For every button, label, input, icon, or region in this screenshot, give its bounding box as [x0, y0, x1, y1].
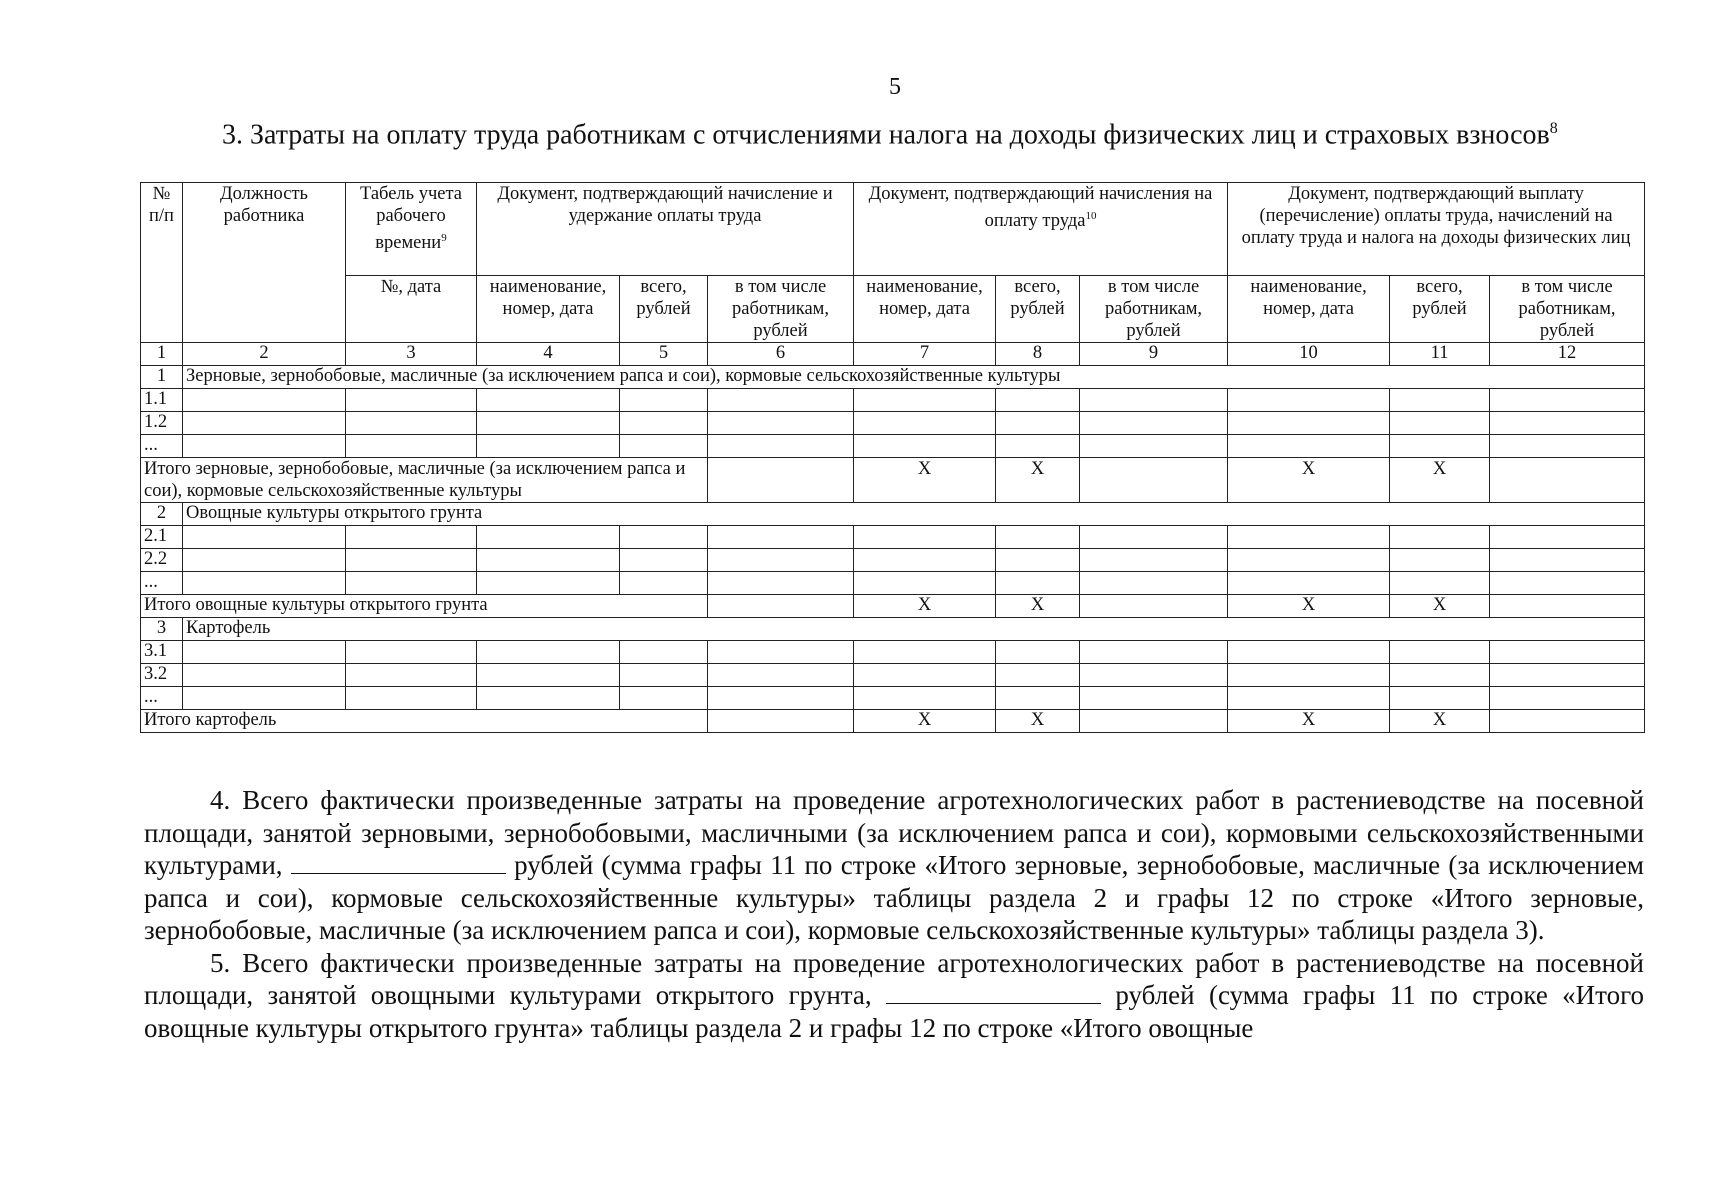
amount-blank-field[interactable] — [291, 851, 506, 874]
table-cell[interactable] — [1080, 435, 1228, 458]
table-cell[interactable] — [996, 572, 1080, 595]
section-title — [222, 112, 1672, 152]
table-cell[interactable] — [183, 687, 346, 710]
amount-blank-field[interactable] — [886, 981, 1101, 1004]
table-cell[interactable] — [1228, 572, 1390, 595]
col-num: 8 — [996, 343, 1080, 366]
table-cell[interactable] — [1228, 435, 1390, 458]
header-row-sub — [141, 276, 1645, 343]
table-cell[interactable] — [183, 641, 346, 664]
col-num: 9 — [1080, 343, 1228, 366]
header-row-group — [141, 183, 1645, 276]
table-cell[interactable] — [477, 412, 620, 435]
page-number: 5 — [889, 74, 901, 100]
table-cell[interactable] — [346, 435, 477, 458]
table-cell[interactable] — [708, 687, 854, 710]
table-cell[interactable] — [1490, 526, 1645, 549]
table-cell[interactable] — [1490, 687, 1645, 710]
table-cell[interactable] — [1490, 641, 1645, 664]
table-cell[interactable] — [708, 526, 854, 549]
table-cell[interactable] — [1080, 572, 1228, 595]
group-heading-row — [141, 618, 1645, 641]
table-cell[interactable] — [1080, 595, 1228, 618]
table-row — [141, 435, 1645, 458]
table-cell[interactable] — [708, 595, 854, 618]
table-row — [141, 549, 1645, 572]
table-cell[interactable] — [1490, 710, 1645, 733]
header-position: Должность работника — [183, 183, 346, 343]
section-title-footnote: 8 — [1549, 120, 1558, 137]
col-num: 3 — [346, 343, 477, 366]
table-row — [141, 526, 1645, 549]
table-cell[interactable] — [346, 687, 477, 710]
table-row — [141, 412, 1645, 435]
row-num: ... — [141, 572, 183, 595]
table-cell[interactable] — [620, 687, 708, 710]
col-num: 2 — [183, 343, 346, 366]
row-num: ... — [141, 687, 183, 710]
paragraph-4-part-2: рублей (сумма графы 11 по строке «Итого зерновые, зернобобовые, масличные (за исключением рапса и сои), кормовые сельскохозяйственные культуры» таблицы раздела 2 и графы 12 по строке «Итого зерновые, зернобобовые, масличные (за исключением рапса и сои), кормовые сельскохозяйственные культуры» таблицы раздела 3). — [144, 850, 1645, 945]
table-cell[interactable] — [346, 664, 477, 687]
table-cell[interactable] — [1390, 435, 1490, 458]
table-cell[interactable] — [477, 572, 620, 595]
table-cell[interactable] — [620, 412, 708, 435]
x-mark: X — [1228, 595, 1390, 618]
table-cell[interactable] — [1080, 412, 1228, 435]
table-row — [141, 389, 1645, 412]
table-row — [141, 641, 1645, 664]
table-cell[interactable] — [620, 526, 708, 549]
paragraph-5 — [144, 947, 1644, 1045]
table-cell[interactable] — [1490, 435, 1645, 458]
table-cell[interactable] — [1490, 458, 1645, 503]
table-cell[interactable] — [1080, 710, 1228, 733]
col-num: 4 — [477, 343, 620, 366]
table-cell[interactable] — [708, 412, 854, 435]
sub-workers-3: в том числе работникам, рублей — [1490, 276, 1645, 343]
labor-costs-table — [140, 182, 1645, 733]
table-cell[interactable] — [477, 664, 620, 687]
row-num: 1.1 — [141, 389, 183, 412]
header-num: № п/п — [141, 183, 183, 343]
col-num: 11 — [1390, 343, 1490, 366]
table-cell[interactable] — [1390, 687, 1490, 710]
table-cell[interactable] — [1228, 641, 1390, 664]
table-cell[interactable] — [1080, 664, 1228, 687]
table-cell[interactable] — [996, 526, 1080, 549]
table-cell[interactable] — [620, 664, 708, 687]
table-cell[interactable] — [854, 526, 996, 549]
total-row — [141, 710, 1645, 733]
table-cell[interactable] — [854, 687, 996, 710]
group-name: Овощные культуры открытого грунта — [183, 503, 1645, 526]
paragraph-4-part-1: 4. Всего фактически произведенные затраты на проведение агротехнологических работ в растениеводстве на посевной площади, занятой зерновыми, зернобобовыми, масличными (за исключением рапса и сои), кормовыми сельскохозяйственными культурами, — [144, 785, 1644, 880]
header-timesheet — [346, 183, 477, 276]
row-num: 3.1 — [141, 641, 183, 664]
table-row — [141, 664, 1645, 687]
table-cell[interactable] — [854, 435, 996, 458]
table-cell[interactable] — [183, 549, 346, 572]
table-cell[interactable] — [477, 549, 620, 572]
header-doc-accruals-footnote: 10 — [1085, 210, 1097, 222]
table-cell[interactable] — [1080, 458, 1228, 503]
table-cell[interactable] — [996, 641, 1080, 664]
sub-name-1: наименование, номер, дата — [477, 276, 620, 343]
table-cell[interactable] — [708, 664, 854, 687]
table-cell[interactable] — [1080, 549, 1228, 572]
group-num: 3 — [141, 618, 183, 641]
table-cell[interactable] — [183, 435, 346, 458]
header-timesheet-footnote: 9 — [441, 232, 447, 244]
col-num: 10 — [1228, 343, 1390, 366]
table-cell[interactable] — [346, 641, 477, 664]
table-cell[interactable] — [854, 389, 996, 412]
row-num: 2.1 — [141, 526, 183, 549]
sub-name-2: наименование, номер, дата — [854, 276, 996, 343]
table-cell[interactable] — [183, 664, 346, 687]
x-mark: X — [854, 595, 996, 618]
table-cell[interactable] — [1490, 549, 1645, 572]
table-cell[interactable] — [708, 641, 854, 664]
table-cell[interactable] — [1490, 664, 1645, 687]
col-num: 12 — [1490, 343, 1645, 366]
x-mark: X — [996, 458, 1080, 503]
table-cell[interactable] — [1228, 664, 1390, 687]
x-mark: X — [1390, 595, 1490, 618]
table-cell[interactable] — [1080, 687, 1228, 710]
paragraph-5-part-1: 5. Всего фактически произведенные затраты на проведение агротехнологических работ в растениеводстве на посевной площади, занятой овощными культурами открытого грунта, — [144, 947, 1644, 1010]
sub-total-3: всего, рублей — [1390, 276, 1490, 343]
header-timesheet-text: Табель учета рабочего времени — [359, 184, 462, 254]
sub-total-2: всего, рублей — [996, 276, 1080, 343]
table-cell[interactable] — [854, 664, 996, 687]
total-label: Итого овощные культуры открытого грунта — [141, 595, 708, 618]
table-cell[interactable] — [1490, 389, 1645, 412]
table-cell[interactable] — [1390, 549, 1490, 572]
header-doc-accruals-text: Документ, подтверждающий начисления на оплату труда — [868, 184, 1213, 232]
table-cell[interactable] — [346, 389, 477, 412]
sub-num-date: №, дата — [346, 276, 477, 343]
table-cell[interactable] — [1080, 641, 1228, 664]
table-cell[interactable] — [1228, 526, 1390, 549]
row-num: 1.2 — [141, 412, 183, 435]
table-cell[interactable] — [854, 412, 996, 435]
section-title-text: 3. Затраты на оплату труда работникам с отчислениями налога на доходы физических лиц и страховых взносов — [222, 119, 1550, 151]
table-cell[interactable] — [996, 664, 1080, 687]
header-doc-accruals — [854, 183, 1228, 276]
group-name: Картофель — [183, 618, 1645, 641]
table-cell[interactable] — [1490, 595, 1645, 618]
table-cell[interactable] — [1080, 526, 1228, 549]
table-cell[interactable] — [346, 549, 477, 572]
table-cell[interactable] — [708, 458, 854, 503]
header-doc-accrual-withhold: Документ, подтверждающий начисление и удержание оплаты труда — [477, 183, 854, 276]
table-cell[interactable] — [1390, 664, 1490, 687]
group-num: 2 — [141, 503, 183, 526]
column-number-row — [141, 343, 1645, 366]
table-cell[interactable] — [1490, 572, 1645, 595]
group-heading-row — [141, 366, 1645, 389]
table-cell[interactable] — [1228, 549, 1390, 572]
table-cell[interactable] — [708, 389, 854, 412]
x-mark: X — [1228, 710, 1390, 733]
table-cell[interactable] — [477, 641, 620, 664]
table-cell[interactable] — [708, 710, 854, 733]
table-cell[interactable] — [708, 549, 854, 572]
total-label: Итого зерновые, зернобобовые, масличные (за исключением рапса и сои), кормовые сельскохозяйственные культуры — [141, 458, 708, 503]
total-row — [141, 595, 1645, 618]
body-text — [144, 784, 1644, 1044]
table-cell[interactable] — [620, 389, 708, 412]
x-mark: X — [996, 595, 1080, 618]
table-cell[interactable] — [346, 412, 477, 435]
table-cell[interactable] — [477, 687, 620, 710]
table-cell[interactable] — [996, 687, 1080, 710]
table-cell[interactable] — [996, 435, 1080, 458]
table-cell[interactable] — [477, 526, 620, 549]
x-mark: X — [854, 710, 996, 733]
sub-name-3: наименование, номер, дата — [1228, 276, 1390, 343]
table-cell[interactable] — [620, 572, 708, 595]
table-cell[interactable] — [996, 389, 1080, 412]
sub-total-1: всего, рублей — [620, 276, 708, 343]
table-cell[interactable] — [1390, 572, 1490, 595]
sub-workers-1: в том числе работникам, рублей — [708, 276, 854, 343]
table-cell[interactable] — [1228, 687, 1390, 710]
table-cell[interactable] — [1228, 412, 1390, 435]
table-row — [141, 687, 1645, 710]
row-num: ... — [141, 435, 183, 458]
col-num: 5 — [620, 343, 708, 366]
table-cell[interactable] — [346, 572, 477, 595]
table-cell[interactable] — [183, 412, 346, 435]
x-mark: X — [1390, 458, 1490, 503]
row-num: 3.2 — [141, 664, 183, 687]
table-cell[interactable] — [1390, 389, 1490, 412]
table-cell[interactable] — [183, 572, 346, 595]
table-cell[interactable] — [996, 412, 1080, 435]
table-cell[interactable] — [1390, 641, 1490, 664]
col-num: 1 — [141, 343, 183, 366]
table-cell[interactable] — [1390, 526, 1490, 549]
x-mark: X — [854, 458, 996, 503]
x-mark: X — [1228, 458, 1390, 503]
group-heading-row — [141, 503, 1645, 526]
paragraph-5-part-2: рублей (сумма графы 11 по строке «Итого овощные культуры открытого грунта» таблицы раздела 2 и графы 12 по строке «Итого овощные — [144, 980, 1645, 1043]
group-num: 1 — [141, 366, 183, 389]
table-cell[interactable] — [183, 526, 346, 549]
col-num: 7 — [854, 343, 996, 366]
table-cell[interactable] — [477, 435, 620, 458]
x-mark: X — [1390, 710, 1490, 733]
table-cell[interactable] — [1390, 412, 1490, 435]
table-cell[interactable] — [1490, 412, 1645, 435]
table-cell[interactable] — [1080, 389, 1228, 412]
total-label: Итого картофель — [141, 710, 708, 733]
table-cell[interactable] — [854, 572, 996, 595]
sub-workers-2: в том числе работникам, рублей — [1080, 276, 1228, 343]
header-doc-payment: Документ, подтверждающий выплату (перечисление) оплаты труда, начислений на оплату труда и налога на доходы физических лиц — [1228, 183, 1645, 276]
row-num: 2.2 — [141, 549, 183, 572]
table-cell[interactable] — [620, 641, 708, 664]
paragraph-4 — [144, 784, 1644, 947]
table-cell[interactable] — [477, 389, 620, 412]
table-cell[interactable] — [346, 526, 477, 549]
table-cell[interactable] — [854, 641, 996, 664]
table-cell[interactable] — [620, 435, 708, 458]
total-row — [141, 458, 1645, 503]
table-cell[interactable] — [854, 549, 996, 572]
table-cell[interactable] — [620, 549, 708, 572]
x-mark: X — [996, 710, 1080, 733]
table-cell[interactable] — [183, 389, 346, 412]
col-num: 6 — [708, 343, 854, 366]
group-name: Зерновые, зернобобовые, масличные (за исключением рапса и сои), кормовые сельскохозяйственные культуры — [183, 366, 1645, 389]
table-cell[interactable] — [708, 435, 854, 458]
table-cell[interactable] — [1228, 389, 1390, 412]
table-row — [141, 572, 1645, 595]
table-cell[interactable] — [708, 572, 854, 595]
table-cell[interactable] — [996, 549, 1080, 572]
